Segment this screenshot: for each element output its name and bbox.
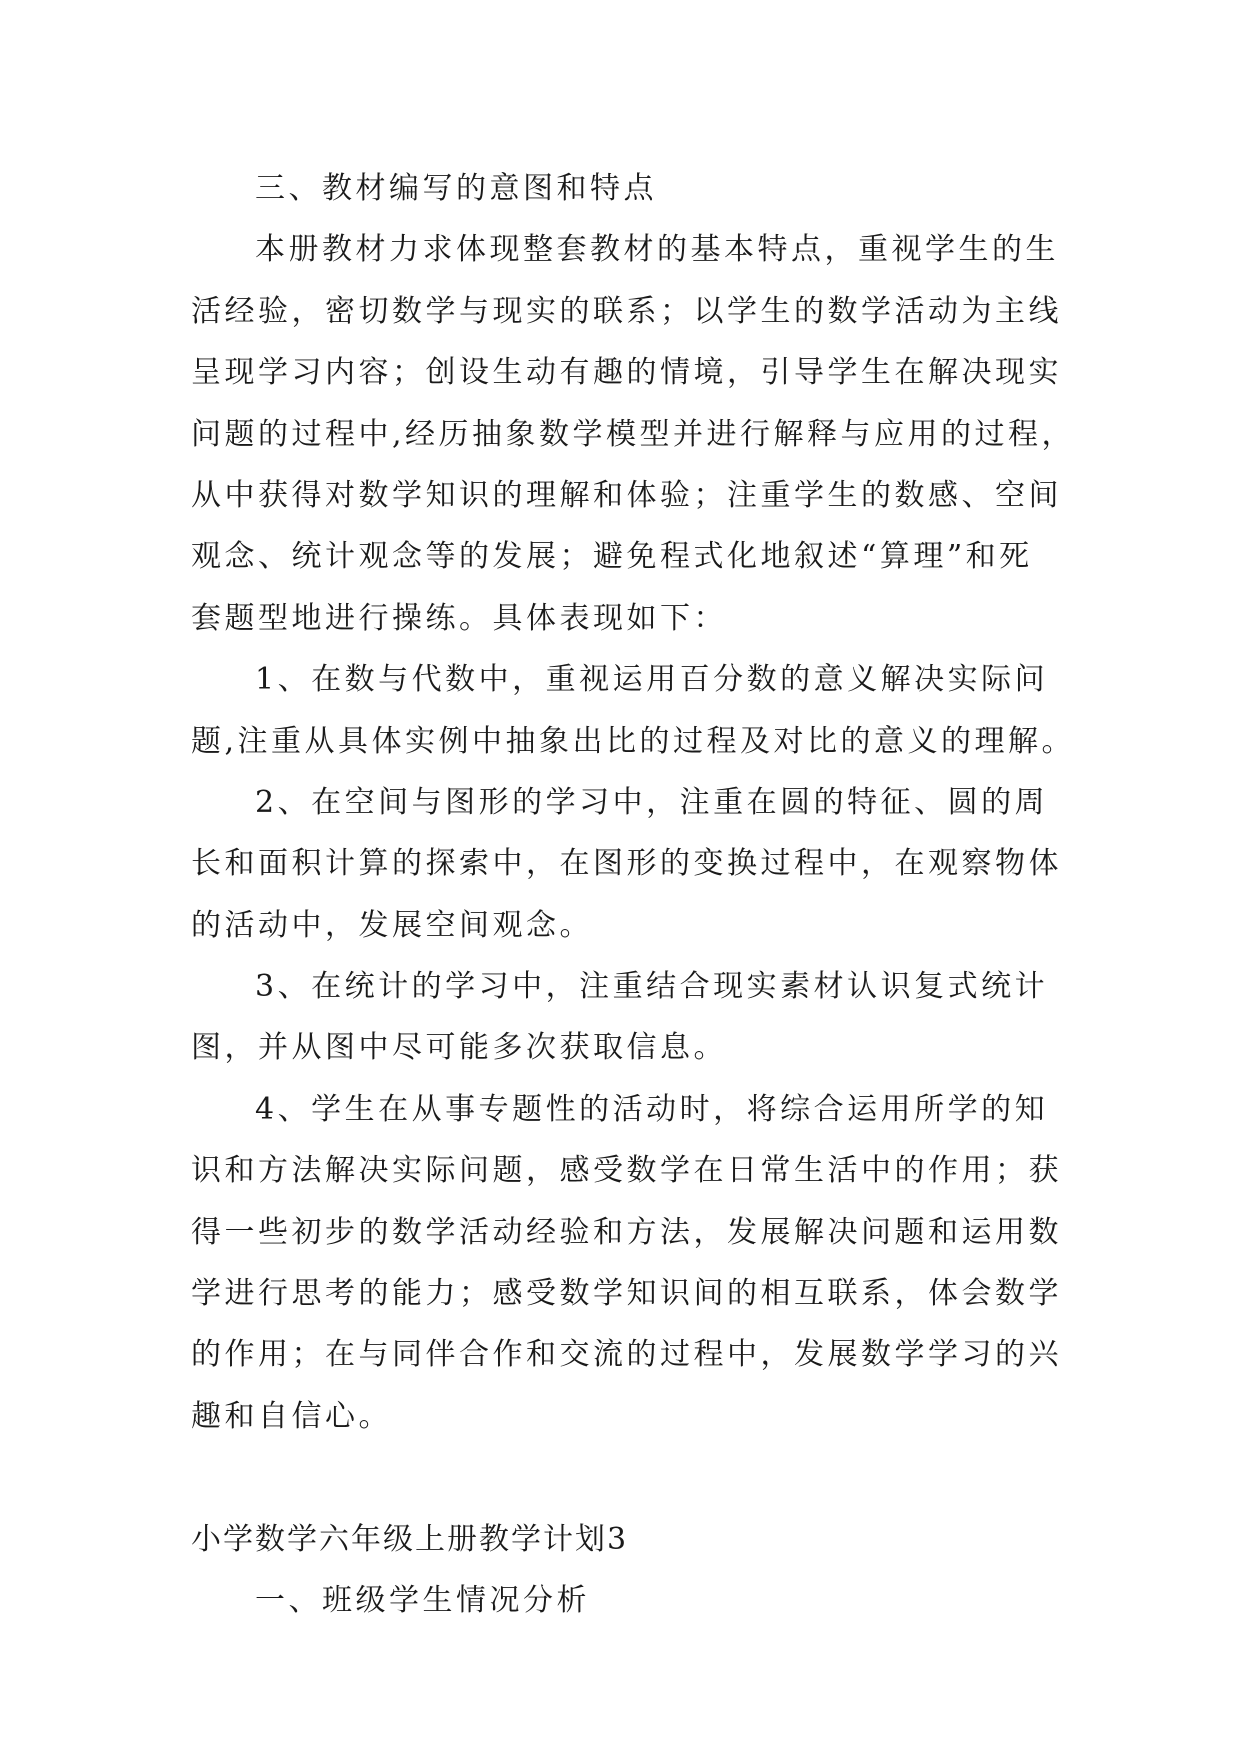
paragraph-line: 4、学生在从事专题性的活动时，将综合运用所学的知 [255, 1091, 1049, 1127]
blank-line [191, 1447, 1051, 1508]
paragraph-line: 套题型地进行操练。具体表现如下： [191, 600, 727, 636]
paragraph-line: 从中获得对数学知识的理解和体验；注重学生的数感、空间 [191, 477, 1062, 513]
list-item-1 [191, 649, 1076, 772]
paragraph-line: 长和面积计算的探索中，在图形的变换过程中，在观察物体 [191, 846, 1062, 882]
paragraph-line: 3、在统计的学习中，注重结合现实素材认识复式统计 [255, 969, 1049, 1005]
document-title: 小学数学六年级上册教学计划3 [191, 1521, 629, 1557]
paragraph-line: 学进行思考的能力；感受数学知识间的相互联系，体会数学 [191, 1276, 1062, 1312]
document-body [191, 158, 1076, 1631]
paragraph-line: 图，并从图中尽可能多次获取信息。 [191, 1030, 727, 1066]
paragraph-line: 识和方法解决实际问题，感受数学在日常生活中的作用；获 [191, 1153, 1062, 1189]
intro-paragraph [191, 219, 1076, 649]
paragraph-line: 1、在数与代数中，重视运用百分数的意义解决实际问 [255, 662, 1049, 698]
paragraph-line: 题,注重从具体实例中抽象出比的过程及对比的意义的理解。 [191, 723, 1076, 759]
paragraph-line: 问题的过程中,经历抽象数学模型并进行解释与应用的过程， [191, 416, 1076, 452]
paragraph-line: 呈现学习内容；创设生动有趣的情境，引导学生在解决现实 [191, 355, 1062, 391]
paragraph-line: 得一些初步的数学活动经验和方法，发展解决问题和运用数 [191, 1214, 1062, 1250]
paragraph-line: 观念、统计观念等的发展；避免程式化地叙述“算理”和死 [191, 539, 1033, 575]
paragraph-line: 的活动中，发展空间观念。 [191, 907, 593, 943]
paragraph-line: 趣和自信心。 [191, 1398, 392, 1434]
paragraph-line: 本册教材力求体现整套教材的基本特点，重视学生的生 [255, 232, 1059, 268]
paragraph-line: 的作用；在与同伴合作和交流的过程中，发展数学学习的兴 [191, 1337, 1062, 1373]
paragraph-line: 活经验，密切数学与现实的联系；以学生的数学活动为主线 [191, 293, 1062, 329]
paragraph-line: 2、在空间与图形的学习中，注重在圆的特征、圆的周 [255, 784, 1049, 820]
section-heading: 一、班级学生情况分析 [255, 1582, 590, 1618]
list-item-2 [191, 772, 1062, 956]
list-item-3 [191, 956, 1051, 1079]
section-heading: 三、教材编写的意图和特点 [255, 171, 657, 206]
list-item-4 [191, 1079, 1062, 1447]
